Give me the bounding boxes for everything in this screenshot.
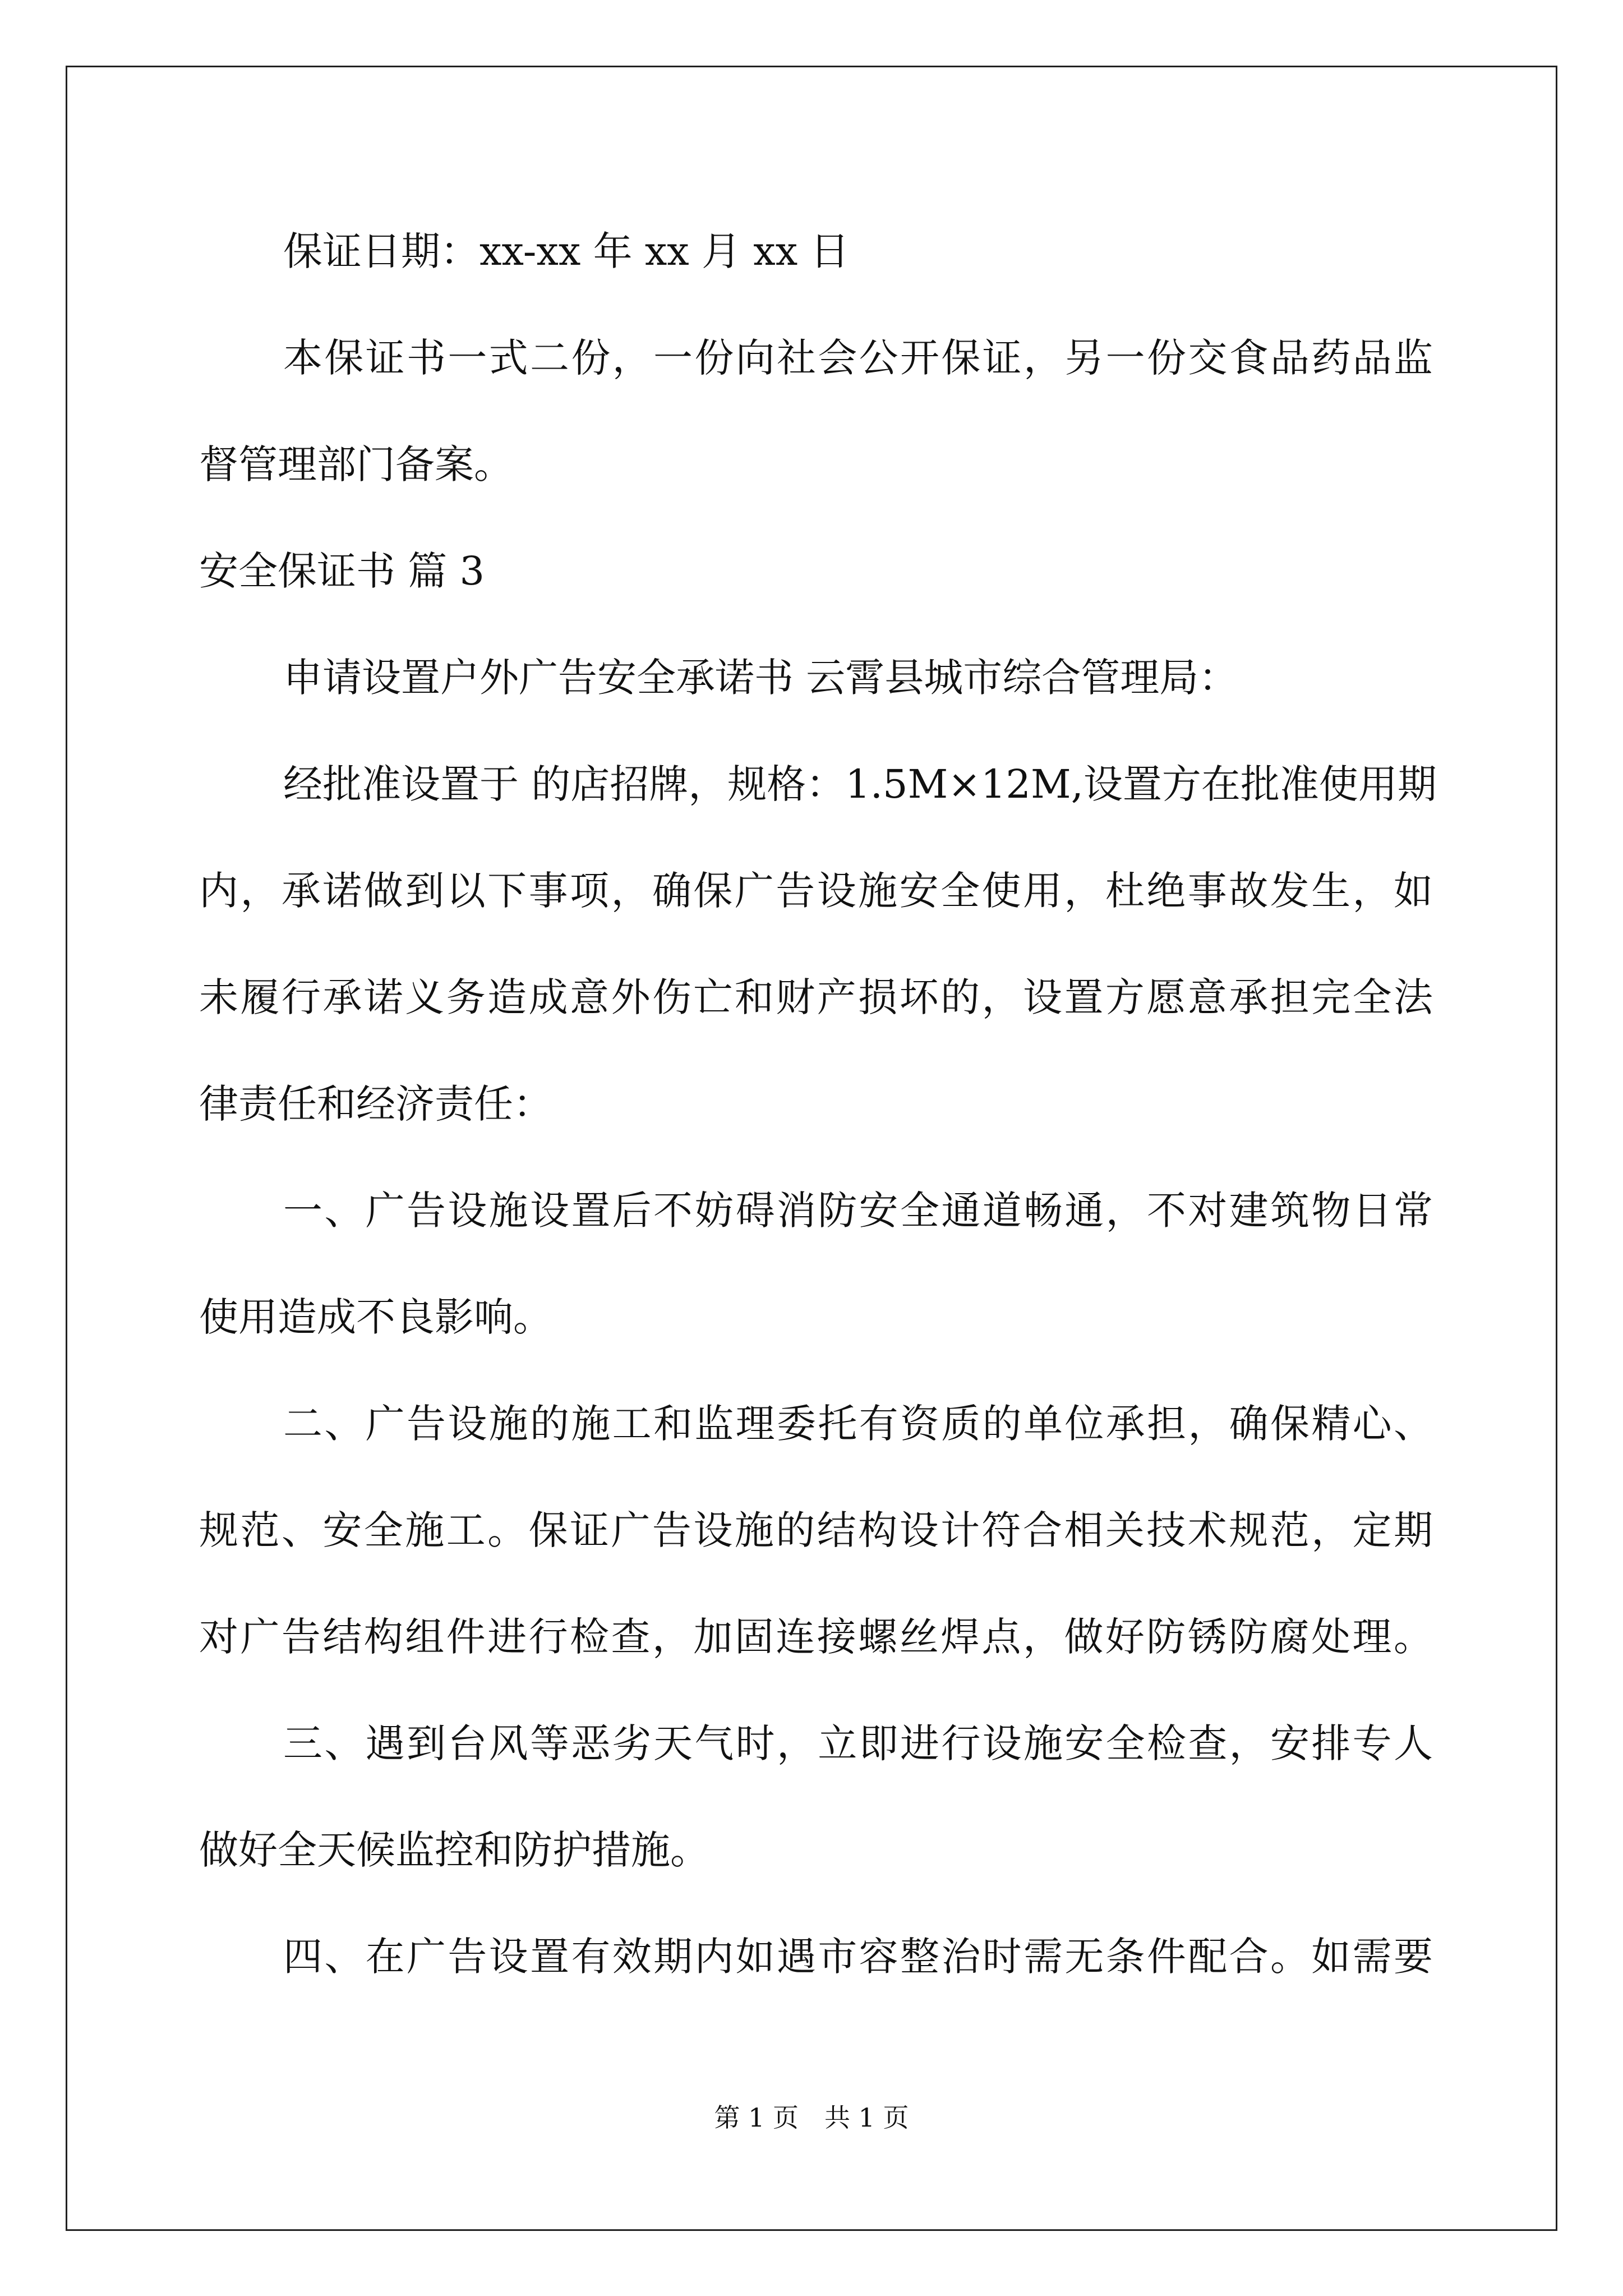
paragraph-line: 规范、安全施工。保证广告设施的结构设计符合相关技术规范，定期 bbox=[199, 1507, 1433, 1553]
paragraph-line: 内，承诺做到以下事项，确保广告设施安全使用，杜绝事故发生，如 bbox=[199, 868, 1433, 914]
section-heading: 安全保证书 篇 3 bbox=[199, 548, 485, 594]
paragraph-line: 律责任和经济责任： bbox=[199, 1081, 552, 1127]
page-border bbox=[66, 66, 1557, 2231]
paragraph-line: 一、广告设施设置后不妨碍消防安全通道畅通，不对建筑物日常 bbox=[283, 1188, 1433, 1234]
paragraph-line: 本保证书一式二份，一份向社会公开保证，另一份交食品药品监 bbox=[283, 335, 1433, 381]
page-footer: 第 1 页 共 1 页 bbox=[714, 2102, 909, 2133]
guarantee-date: 保证日期：xx-xx 年 xx 月 xx 日 bbox=[283, 228, 850, 274]
paragraph-line: 三、遇到台风等恶劣天气时，立即进行设施安全检查，安排专人 bbox=[283, 1720, 1433, 1766]
paragraph-line: 使用造成不良影响。 bbox=[199, 1294, 552, 1340]
paragraph-line: 未履行承诺义务造成意外伤亡和财产损坏的，设置方愿意承担完全法 bbox=[199, 974, 1433, 1020]
paragraph-line: 经批准设置于 的店招牌，规格：1.5M×12M,设置方在批准使用期 bbox=[283, 761, 1437, 807]
paragraph-line: 四、在广告设置有效期内如遇市容整治时需无条件配合。如需要 bbox=[283, 1934, 1433, 1980]
paragraph-line: 督管理部门备案。 bbox=[199, 441, 513, 487]
paragraph-line: 对广告结构组件进行检查，加固连接螺丝焊点，做好防锈防腐处理。 bbox=[199, 1614, 1433, 1660]
paragraph-line: 二、广告设施的施工和监理委托有资质的单位承担，确保精心、 bbox=[283, 1401, 1433, 1447]
paragraph-line: 申请设置户外广告安全承诺书 云霄县城市综合管理局： bbox=[283, 655, 1238, 701]
paragraph-line: 做好全天候监控和防护措施。 bbox=[199, 1827, 709, 1873]
